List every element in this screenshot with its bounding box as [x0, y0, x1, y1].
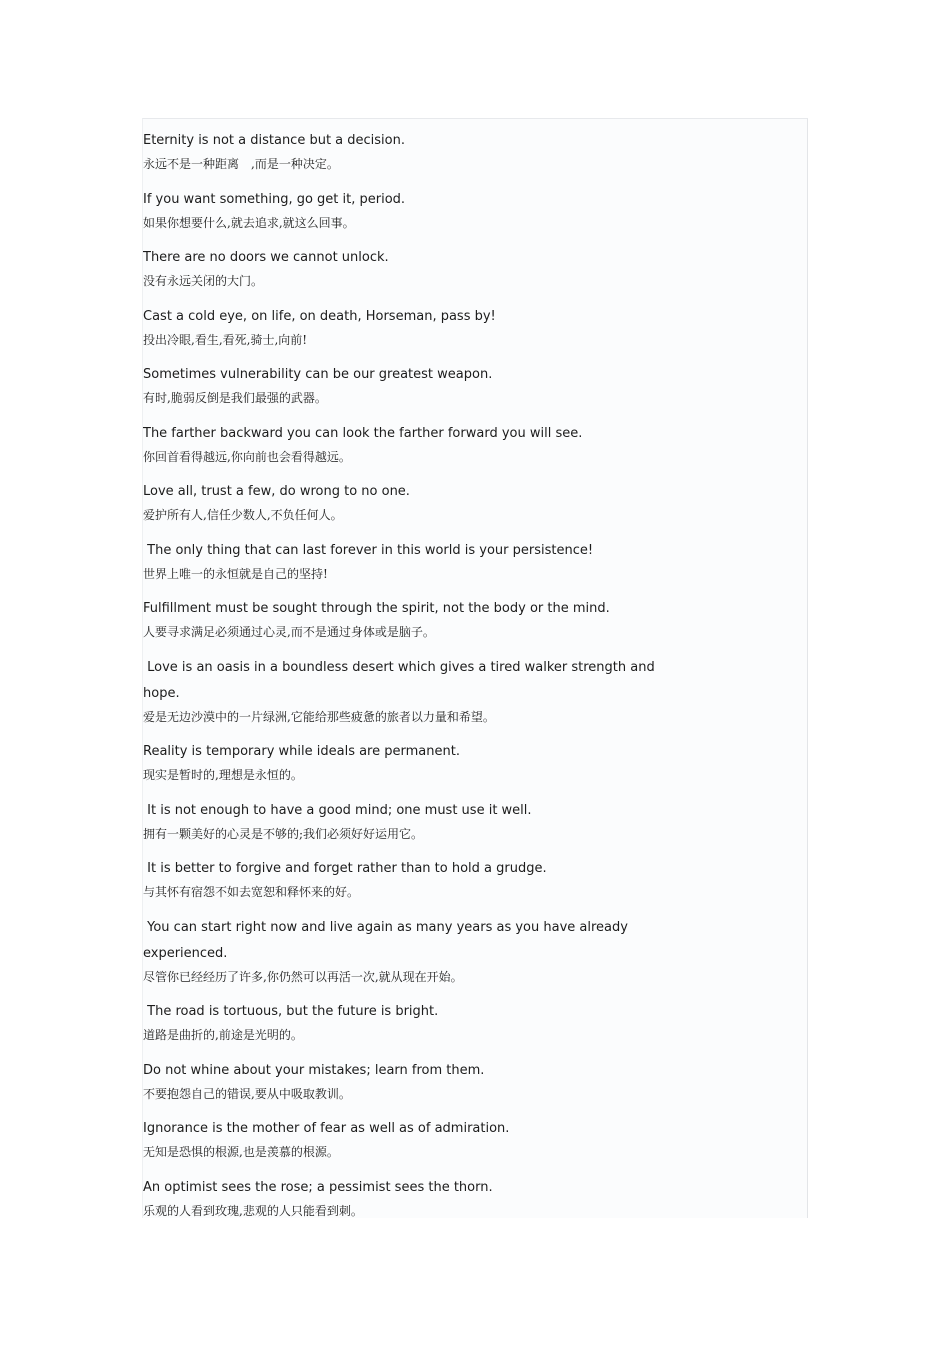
quote-item: [143, 915, 807, 1000]
chinese-translation: 不要抱怨自己的错误,要从中吸取教训。: [143, 1086, 351, 1101]
document-page: [142, 118, 808, 1218]
chinese-translation: 拥有一颗美好的心灵是不够的;我们必须好好运用它。: [143, 826, 424, 841]
quote-item: [143, 739, 807, 798]
chinese-translation: 现实是暂时的,理想是永恒的。: [143, 768, 303, 782]
english-quote: If you want something, go get it, period.: [143, 191, 406, 207]
chinese-translation: 投出冷眼,看生,看死,骑士,向前!: [143, 332, 308, 347]
quote-item: [143, 245, 807, 304]
english-quote: The road is tortuous, but the future is bright.: [143, 1004, 439, 1019]
chinese-translation: 与其怀有宿怨不如去宽恕和释怀来的好。: [143, 885, 360, 899]
quote-item: [143, 655, 807, 740]
chinese-translation: 道路是曲折的,前途是光明的。: [143, 1028, 303, 1042]
english-quote: It is not enough to have a good mind; one must use it well.: [143, 802, 532, 818]
quote-item: [143, 362, 807, 421]
chinese-translation: 人要寻求满足必须通过心灵,而不是通过身体或是脑子。: [143, 625, 435, 639]
chinese-translation: 永远不是一种距离 ,而是一种决定。: [143, 157, 339, 171]
english-quote: You can start right now and live again as many years as you have already experienced.: [143, 919, 633, 961]
english-quote: Fulfillment must be sought through the spirit, not the body or the mind.: [143, 601, 610, 616]
chinese-translation: 爱是无边沙漠中的一片绿洲,它能给那些疲惫的旅者以力量和希望。: [143, 709, 495, 724]
english-quote: Eternity is not a distance but a decision.: [143, 133, 405, 148]
english-quote: Reality is temporary while ideals are permanent.: [143, 744, 460, 759]
quote-item: [143, 596, 807, 655]
english-quote: Do not whine about your mistakes; learn from them.: [143, 1062, 485, 1078]
english-quote: Ignorance is the mother of fear as well as of admiration.: [143, 1121, 510, 1136]
quote-item: [143, 479, 807, 538]
quote-item: [143, 1116, 807, 1175]
chinese-translation: 没有永远关闭的大门。: [143, 274, 264, 288]
quote-item: [143, 538, 807, 597]
quote-list: [143, 119, 807, 1218]
chinese-translation: 乐观的人看到玫瑰,悲观的人只能看到刺。: [143, 1203, 363, 1218]
chinese-translation: 如果你想要什么,就去追求,就这么回事。: [143, 215, 355, 230]
english-quote: The farther backward you can look the farther forward you will see.: [143, 425, 583, 441]
chinese-translation: 世界上唯一的永恒就是自己的坚持!: [143, 566, 328, 581]
chinese-translation: 尽管你已经经历了许多,你仍然可以再活一次,就从现在开始。: [143, 969, 463, 984]
quote-item: [143, 999, 807, 1058]
english-quote: It is better to forgive and forget rather than to hold a grudge.: [143, 861, 547, 876]
quote-item: [143, 187, 807, 246]
quote-item: [143, 856, 807, 915]
chinese-translation: 你回首看得越远,你向前也会看得越远。: [143, 449, 351, 464]
quote-item: [143, 421, 807, 480]
english-quote: There are no doors we cannot unlock.: [143, 250, 389, 265]
chinese-translation: 爱护所有人,信任少数人,不负任何人。: [143, 508, 343, 522]
quote-item: [143, 798, 807, 857]
english-quote: Cast a cold eye, on life, on death, Horseman, pass by!: [143, 308, 496, 324]
english-quote: An optimist sees the rose; a pessimist sees the thorn.: [143, 1179, 493, 1195]
quote-item: [143, 1058, 807, 1117]
quote-item: [143, 1175, 807, 1219]
english-quote: Sometimes vulnerability can be our greatest weapon.: [143, 367, 493, 382]
english-quote: Love is an oasis in a boundless desert which gives a tired walker strength and hope.: [143, 659, 659, 701]
english-quote: Love all, trust a few, do wrong to no one.: [143, 484, 410, 499]
quote-item: [143, 128, 807, 187]
chinese-translation: 有时,脆弱反倒是我们最强的武器。: [143, 391, 327, 405]
english-quote: The only thing that can last forever in this world is your persistence!: [143, 542, 594, 558]
chinese-translation: 无知是恐惧的根源,也是羡慕的根源。: [143, 1145, 339, 1159]
quote-item: [143, 304, 807, 363]
